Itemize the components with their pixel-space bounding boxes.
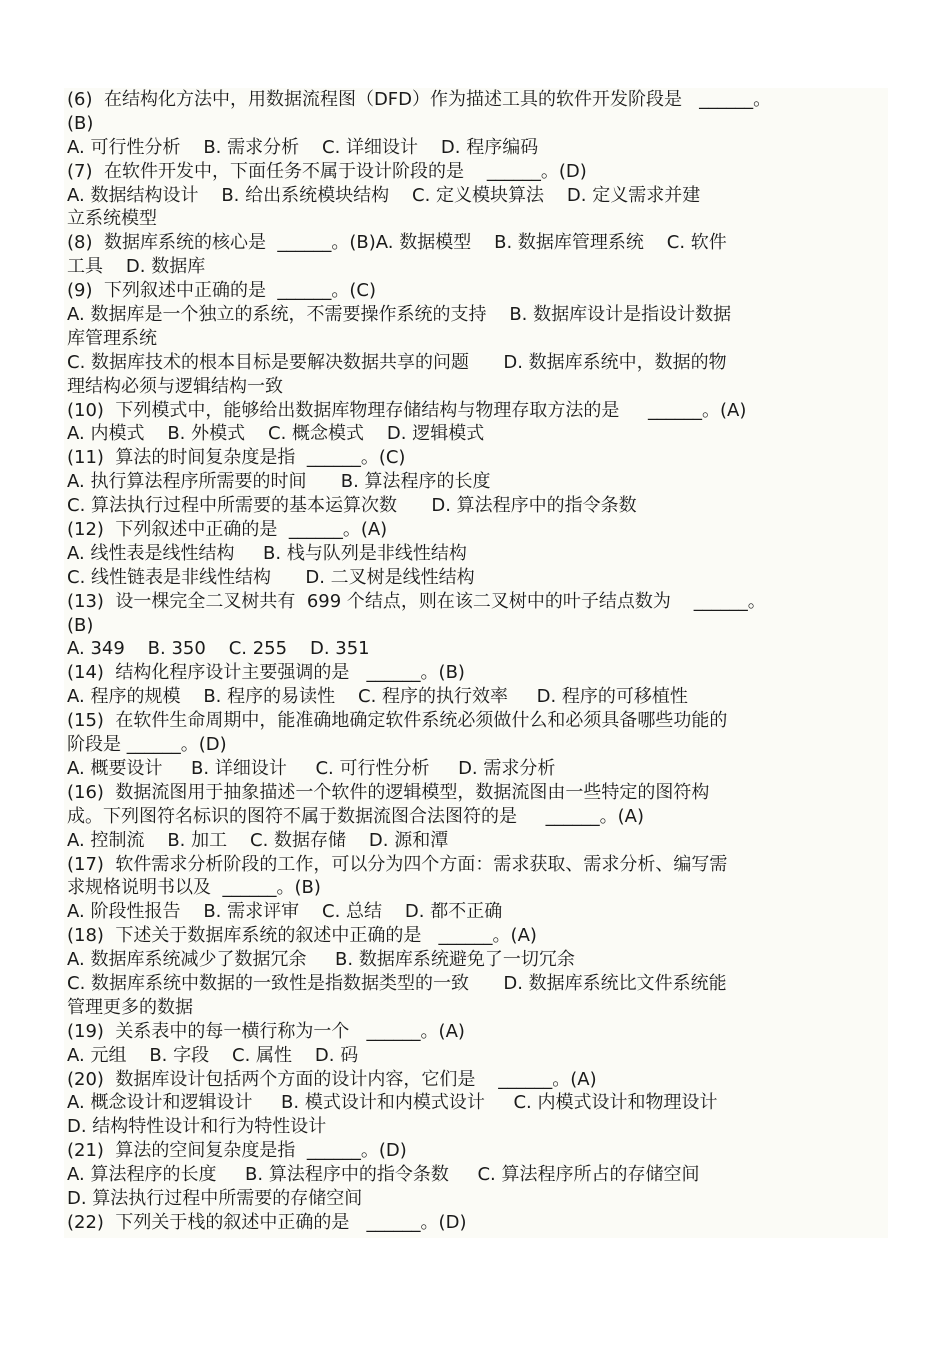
text-line: A. 概念设计和逻辑设计 B. 模式设计和内模式设计 C. 内模式设计和物理设计 bbox=[67, 1092, 718, 1114]
text-line: (B) bbox=[67, 614, 94, 636]
text-line: A. 可行性分析 B. 需求分析 C. 详细设计 D. 程序编码 bbox=[67, 136, 539, 158]
text-line: A. 执行算法程序所需要的时间 B. 算法程序的长度 bbox=[67, 471, 491, 493]
text-line: (13) 设一棵完全二叉树共有 699 个结点，则在该二叉树中的叶子结点数为 ______。 bbox=[67, 590, 766, 612]
text-line: 求规格说明书以及 ______。(B) bbox=[67, 877, 321, 899]
text-line: C. 算法执行过程中所需要的基本运算次数 D. 算法程序中的指令条数 bbox=[67, 495, 637, 517]
text-line: (9) 下列叙述中正确的是 ______。(C) bbox=[67, 280, 376, 302]
text-line: A. 算法程序的长度 B. 算法程序中的指令条数 C. 算法程序所占的存储空间 bbox=[67, 1164, 700, 1186]
text-line: A. 阶段性报告 B. 需求评审 C. 总结 D. 都不正确 bbox=[67, 901, 503, 923]
text-line: (11) 算法的时间复杂度是指 ______。(C) bbox=[67, 447, 406, 469]
text-line: (21) 算法的空间复杂度是指 ______。(D) bbox=[67, 1140, 407, 1162]
text-line: (12) 下列叙述中正确的是 ______。(A) bbox=[67, 519, 388, 541]
document-body bbox=[67, 88, 887, 1235]
text-line: A. 数据库是一个独立的系统，不需要操作系统的支持 B. 数据库设计是指设计数据 bbox=[67, 304, 732, 326]
text-line: (7) 在软件开发中，下面任务不属于设计阶段的是 ______。(D) bbox=[67, 160, 587, 182]
text-line: A. 概要设计 B. 详细设计 C. 可行性分析 D. 需求分析 bbox=[67, 757, 556, 779]
text-line: A. 内模式 B. 外模式 C. 概念模式 D. 逻辑模式 bbox=[67, 423, 485, 445]
text-line: 阶段是 ______。(D) bbox=[67, 734, 227, 756]
text-line: A. 程序的规模 B. 程序的易读性 C. 程序的执行效率 D. 程序的可移植性 bbox=[67, 686, 688, 708]
text-line: D. 算法执行过程中所需要的存储空间 bbox=[67, 1187, 363, 1209]
text-line: (20) 数据库设计包括两个方面的设计内容，它们是 ______。(A) bbox=[67, 1068, 597, 1090]
text-line: (18) 下述关于数据库系统的叙述中正确的是 ______。(A) bbox=[67, 925, 537, 947]
text-line: A. 数据库系统减少了数据冗余 B. 数据库系统避免了一切冗余 bbox=[67, 949, 575, 971]
text-line: 理结构必须与逻辑结构一致 bbox=[67, 375, 283, 397]
text-line: A. 元组 B. 字段 C. 属性 D. 码 bbox=[67, 1044, 359, 1066]
text-line: (15) 在软件生命周期中，能准确地确定软件系统必须做什么和必须具备哪些功能的 bbox=[67, 710, 728, 732]
text-line: 成。下列图符名标识的图符不属于数据流图合法图符的是 ______。(A) bbox=[67, 805, 644, 827]
text-line: (10) 下列模式中，能够给出数据库物理存储结构与物理存取方法的是 ______。(A) bbox=[67, 399, 747, 421]
text-line: A. 控制流 B. 加工 C. 数据存储 D. 源和潭 bbox=[67, 829, 449, 851]
text-line: (8) 数据库系统的核心是 ______。(B)A. 数据模型 B. 数据库管理系统 C. 软件 bbox=[67, 232, 727, 254]
text-line: C. 数据库技术的根本目标是要解决数据共享的问题 D. 数据库系统中，数据的物 bbox=[67, 351, 727, 373]
text-line: 工具 D. 数据库 bbox=[67, 256, 206, 278]
text-line: (14) 结构化程序设计主要强调的是 ______。(B) bbox=[67, 662, 465, 684]
text-line: 管理更多的数据 bbox=[67, 996, 193, 1018]
text-line: A. 数据结构设计 B. 给出系统模块结构 C. 定义模块算法 D. 定义需求并建 bbox=[67, 184, 701, 206]
text-line: (B) bbox=[67, 112, 94, 134]
text-line: 立系统模型 bbox=[67, 208, 157, 230]
text-line: D. 结构特性设计和行为特性设计 bbox=[67, 1116, 327, 1138]
text-line: A. 线性表是线性结构 B. 栈与队列是非线性结构 bbox=[67, 542, 467, 564]
text-line: (16) 数据流图用于抽象描述一个软件的逻辑模型，数据流图由一些特定的图符构 bbox=[67, 781, 710, 803]
text-line: C. 线性链表是非线性结构 D. 二叉树是线性结构 bbox=[67, 566, 475, 588]
text-line: (17) 软件需求分析阶段的工作，可以分为四个方面：需求获取、需求分析、编写需 bbox=[67, 853, 728, 875]
text-line: 库管理系统 bbox=[67, 327, 157, 349]
text-line: C. 数据库系统中数据的一致性是指数据类型的一致 D. 数据库系统比文件系统能 bbox=[67, 972, 727, 994]
text-line: A. 349 B. 350 C. 255 D. 351 bbox=[67, 638, 370, 660]
text-line: (19) 关系表中的每一横行称为一个 ______。(A) bbox=[67, 1020, 465, 1042]
text-line: (22) 下列关于栈的叙述中正确的是 ______。(D) bbox=[67, 1211, 467, 1233]
text-line: (6) 在结构化方法中，用数据流程图（DFD）作为描述工具的软件开发阶段是 ______。 bbox=[67, 89, 772, 110]
